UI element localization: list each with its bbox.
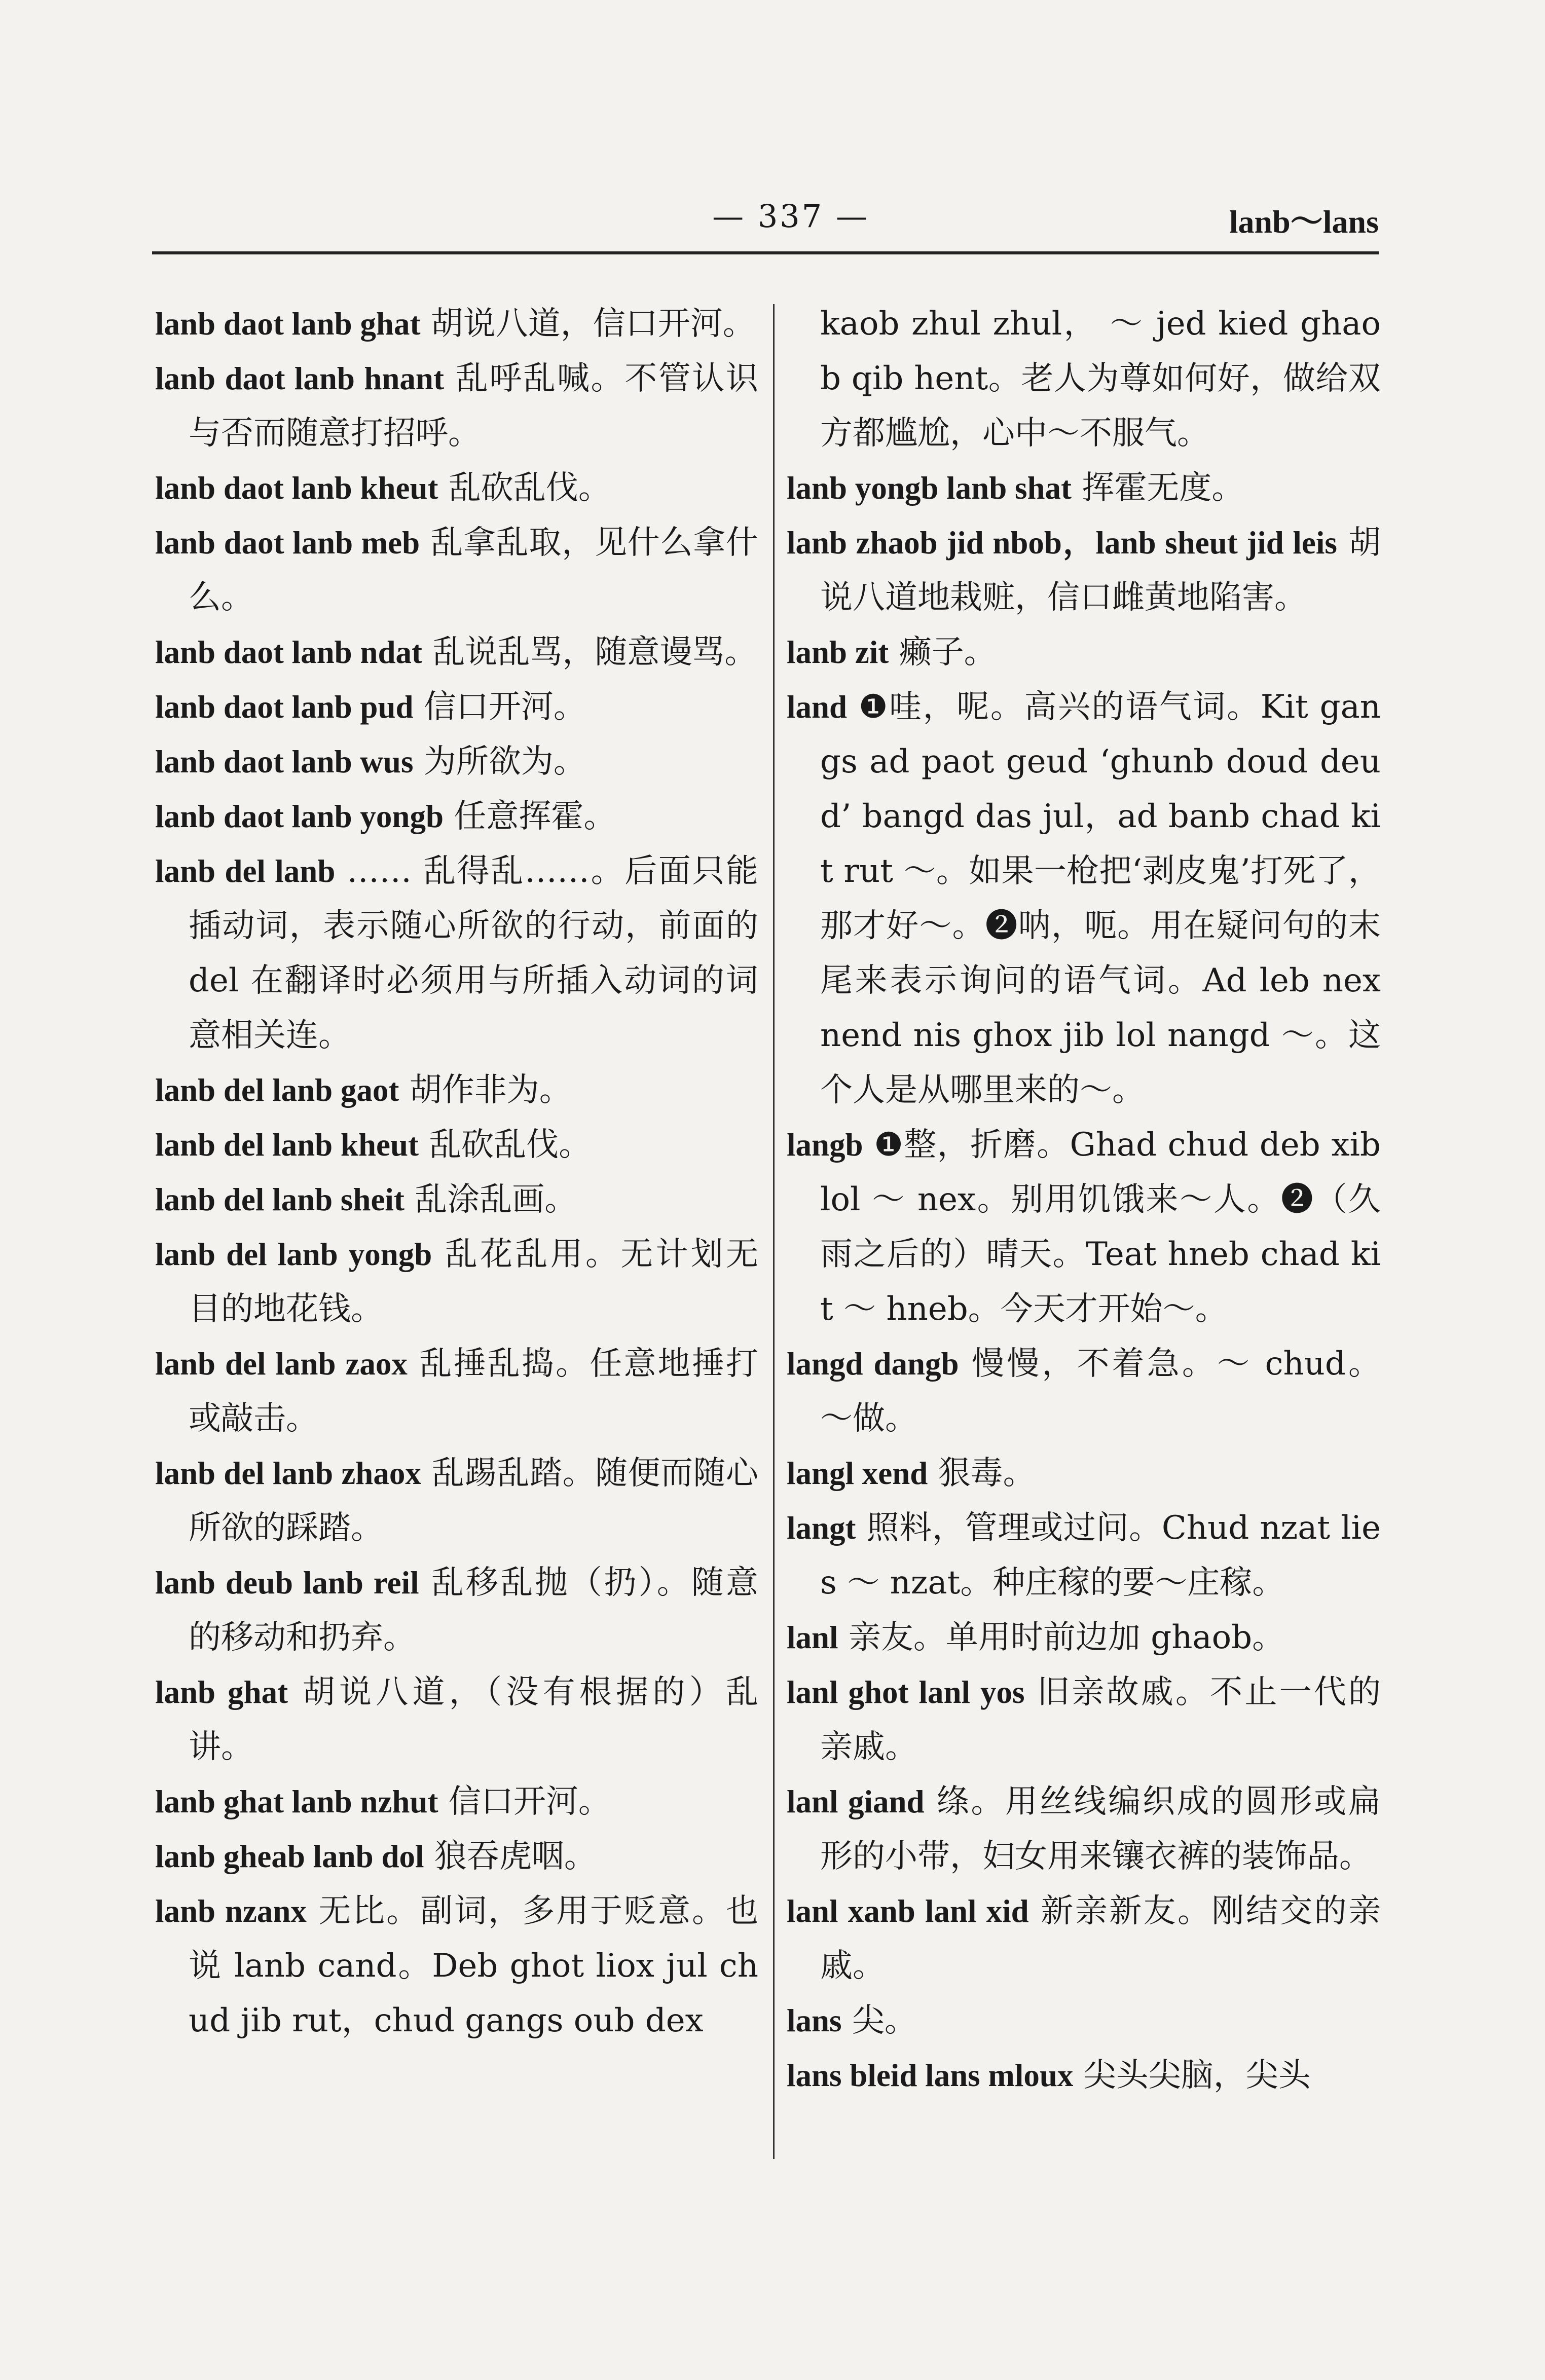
entry-definition: 照料，管理或过问。Chud nzat lies ～ nzat。种庄稼的要～庄稼。 [820, 1509, 1381, 1602]
entry-headword: lanb del lanb kheut [155, 1127, 419, 1163]
entry-definition: 信口开河。 [438, 1783, 611, 1820]
dictionary-entry [787, 625, 1381, 680]
entry-definition: 癞子。 [889, 634, 997, 671]
entry-headword: lanb daot lanb pud [155, 689, 414, 725]
entry-definition: 狠毒。 [928, 1455, 1036, 1492]
dictionary-entry [787, 1993, 1381, 2048]
entry-definition: 尖头尖脑，尖头 [1073, 2057, 1311, 2094]
entry-definition: 尖。 [841, 2002, 917, 2039]
running-head: lanb～lans [1229, 204, 1379, 240]
entry-definition: 乱捶乱捣。任意地捶打或敲击。 [189, 1345, 759, 1437]
entry-definition: 信口开河。 [413, 688, 586, 726]
entry-headword: lanb del lanb zhaox [155, 1456, 421, 1491]
entry-headword: lanl xanb lanl xid [787, 1893, 1029, 1929]
dictionary-entry [787, 1774, 1381, 1884]
entry-definition: 亲友。单用时前边加 ghaob。 [838, 1619, 1285, 1656]
entry-headword: lanb zhaob jid nbob，lanb sheut jid leis [787, 525, 1337, 561]
left-column [155, 296, 758, 2048]
entry-definition: 胡说八道，（没有根据的）乱讲。 [189, 1674, 758, 1766]
entry-definition: 乱踢乱踏。随便而随心所欲的踩踏。 [189, 1455, 758, 1547]
entry-headword: lanb daot lanb meb [155, 525, 420, 561]
entry-headword: lanl ghot lanl yos [787, 1675, 1025, 1710]
entry-definition: 狼吞虎咽。 [424, 1838, 597, 1875]
dictionary-entry [787, 461, 1381, 515]
entry-definition: 乱说乱骂，随意谩骂。 [422, 634, 757, 671]
dictionary-entry [155, 461, 758, 515]
entry-definition: 胡作非为。 [399, 1071, 572, 1109]
entry-definition: 新亲新友。刚结交的亲戚。 [820, 1892, 1381, 1985]
entry-definition: 乱砍乱伐。 [438, 469, 611, 507]
entry-definition: 任意挥霍。 [444, 798, 616, 835]
dictionary-entry [155, 351, 758, 461]
entry-headword: lanb zit [787, 635, 889, 670]
entry-headword: lanb gheab lanb dol [155, 1839, 424, 1874]
dictionary-entry [155, 296, 758, 351]
entry-headword: langt [787, 1510, 856, 1546]
entry-headword: lanl [787, 1620, 838, 1655]
entry-definition: 挥霍无度。 [1072, 469, 1244, 507]
entry-definition: 旧亲故戚。不止一代的亲戚。 [820, 1674, 1381, 1766]
page-header [152, 188, 1379, 243]
entry-definition: 胡说八道，信口开河。 [420, 305, 755, 343]
entry-definition: 乱涂乱画。 [404, 1181, 577, 1218]
dictionary-entry [787, 1610, 1381, 1665]
entry-headword: lanb daot lanb wus [155, 744, 414, 779]
dictionary-entry [155, 515, 758, 625]
entry-definition: …… 乱得乱……。后面只能插动词，表示随心所欲的行动，前面的 del 在翻译时必须用与所插入动词的词意相关连。 [189, 852, 758, 1054]
entry-headword: lanb daot lanb ghat [155, 306, 421, 342]
dictionary-entry [787, 1884, 1381, 1993]
dictionary-entry [155, 789, 758, 844]
dictionary-entry [155, 1336, 758, 1446]
dictionary-entry [787, 515, 1381, 625]
entry-headword: land [787, 689, 848, 725]
entry-definition: 无比。副词，多用于贬意。也说 lanb cand。Deb ghot liox jul chud jib rut，chud gangs oub dex [189, 1892, 758, 2039]
entry-headword: lanb del lanb yongb [155, 1237, 432, 1272]
entry-headword: lans [787, 2003, 842, 2038]
dictionary-entry [155, 1063, 758, 1118]
entry-definition: 乱花乱用。无计划无目的地花钱。 [189, 1236, 758, 1328]
header-rule [152, 251, 1379, 254]
dictionary-entry [787, 1118, 1381, 1336]
dictionary-entry [155, 625, 758, 680]
dictionary-entry [787, 1336, 1381, 1446]
entry-definition: 乱拿乱取，见什么拿什么。 [189, 524, 758, 616]
entry-headword: lanb daot lanb yongb [155, 799, 444, 834]
entry-definition: ❶整，折磨。Ghad chud deb xib lol ～ nex。别用饥饿来～人。❷（久雨之后的）晴天。Teat hneb chad kit ～ hneb。今天才开始～。 [820, 1126, 1381, 1328]
entry-definition: 乱砍乱伐。 [418, 1126, 592, 1164]
entry-headword: lanb ghat lanb nzhut [155, 1784, 438, 1819]
entry-headword: langb [787, 1127, 863, 1163]
entry-headword: langd dangb [787, 1346, 959, 1382]
dictionary-entry [155, 734, 758, 789]
dictionary-entry [787, 1446, 1381, 1501]
entry-definition: ❶哇，呢。高兴的语气词。Kit gangs ad paot geud ‘ghunb doud deud’ bangd das jul，ad banb chad kit rut ～。如果一枪把‘剥皮鬼’打死了，那才好～。❷呐，呃。用在疑问句的末尾来表示询问的语气词。Ad leb nex nend nis ghox jib lol nangd ～。这个人是从哪里来的～。 [820, 688, 1381, 1109]
dictionary-entry [155, 680, 758, 734]
entry-definition: 乱呼乱喊。不管认识与否而随意打招呼。 [189, 360, 758, 452]
entry-headword: lanb deub lanb reil [155, 1565, 419, 1601]
entry-definition: 乱移乱抛（扔）。随意的移动和扔弃。 [189, 1564, 758, 1656]
entry-headword: lanb yongb lanb shat [787, 470, 1072, 506]
page-number: — 337 — [712, 198, 869, 235]
dictionary-entry [155, 1665, 758, 1774]
entry-headword: lans bleid lans mloux [787, 2058, 1074, 2093]
dictionary-entry [155, 1555, 758, 1665]
entry-definition: kaob zhul zhul， ～ jed kied ghaob qib hent。老人为尊如何好，做给双方都尴尬，心中～不服气。 [820, 305, 1381, 452]
dictionary-entry [155, 1774, 758, 1829]
entry-headword: lanb del lanb [155, 853, 336, 889]
entry-headword: langl xend [787, 1456, 928, 1491]
dictionary-entry [787, 296, 1381, 461]
column-divider [773, 304, 775, 2159]
dictionary-entry [155, 1829, 758, 1884]
entry-headword: lanb del lanb sheit [155, 1182, 404, 1217]
dictionary-entry [155, 1172, 758, 1227]
dictionary-entry [787, 1665, 1381, 1774]
dictionary-entry [787, 680, 1381, 1118]
entry-definition: 胡说八道地栽赃，信口雌黄地陷害。 [820, 524, 1381, 616]
entry-headword: lanb daot lanb hnant [155, 361, 444, 396]
entry-headword: lanb daot lanb kheut [155, 470, 438, 506]
entry-headword: lanb del lanb gaot [155, 1072, 399, 1108]
entry-headword: lanl giand [787, 1784, 925, 1819]
dictionary-entry [155, 1118, 758, 1172]
dictionary-entry [155, 1227, 758, 1336]
entry-headword: lanb ghat [155, 1675, 288, 1710]
dictionary-entry [155, 844, 758, 1063]
dictionary-entry [787, 2048, 1381, 2103]
entry-headword: lanb daot lanb ndat [155, 635, 422, 670]
entry-definition: 为所欲为。 [413, 743, 586, 780]
entry-definition: 绦。用丝线编织成的圆形或扁形的小带，妇女用来镶衣裤的装饰品。 [820, 1783, 1381, 1875]
dictionary-entry [787, 1501, 1381, 1610]
entry-headword: lanb nzanx [155, 1893, 307, 1929]
entry-definition: 慢慢，不着急。～ chud。～做。 [820, 1345, 1381, 1437]
entry-headword: lanb del lanb zaox [155, 1346, 408, 1382]
dictionary-entry [155, 1446, 758, 1555]
right-column [787, 296, 1381, 2103]
dictionary-entry [155, 1884, 758, 2048]
